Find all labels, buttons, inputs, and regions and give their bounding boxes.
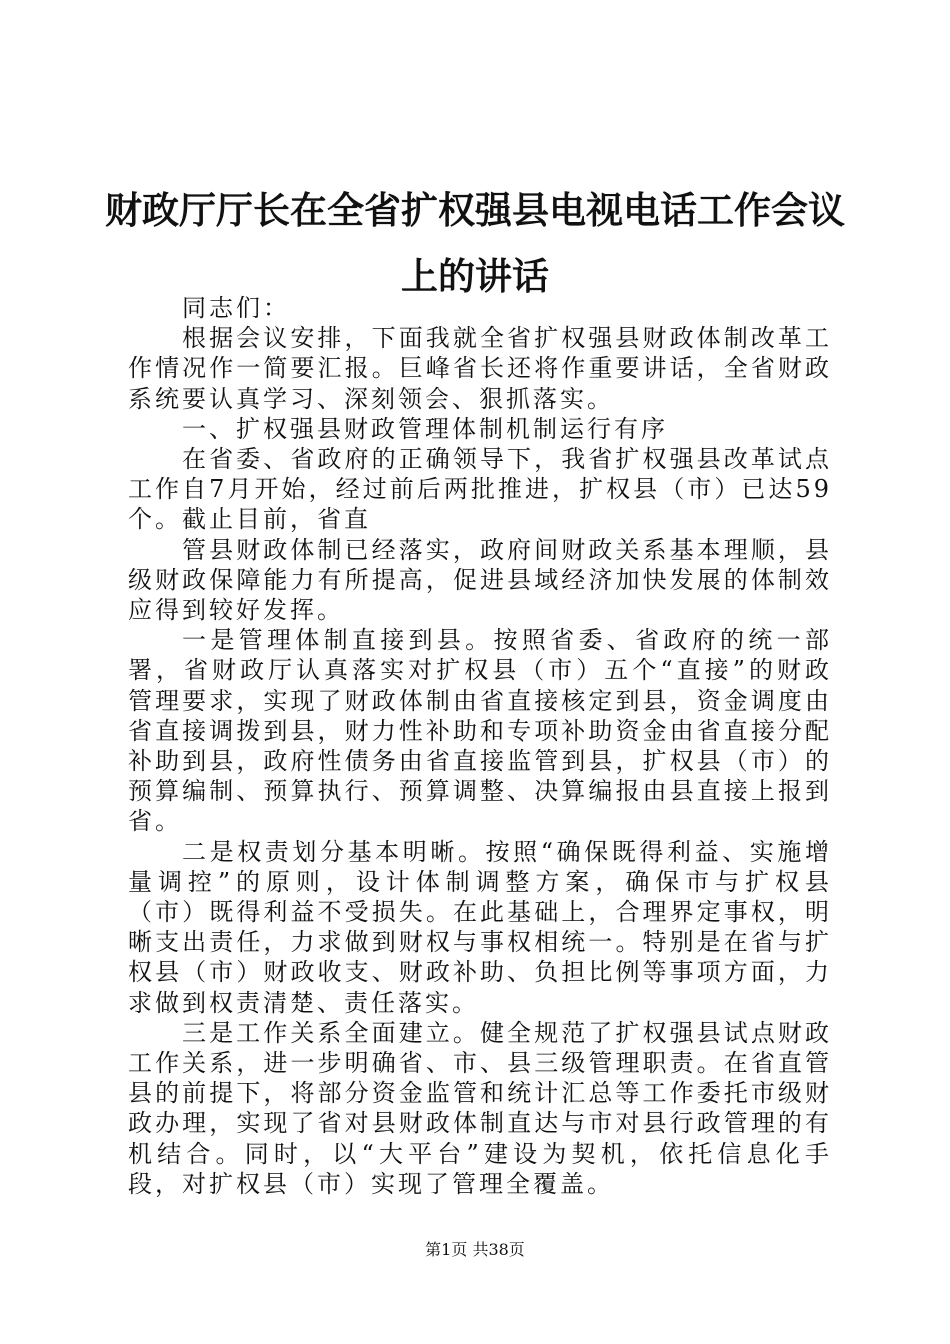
paragraph-salutation: 同志们： xyxy=(182,294,290,322)
section-heading-1: 一、扩权强县财政管理体制机制运行有序 xyxy=(182,414,668,443)
paragraph-point-three: 三是工作关系全面建立。健全规范了扩权强县试点财政工作关系，进一步明确省、市、县三级管理职责。在省直管县的前提下，将部分资金监管和统计汇总等工作委托市级财政办理，实现了省对县财政体制直达与市对县行政管理的有机结合。同时，以“大平台”建设为契机，依托信息化手段，对扩权县（市）实现了管理全覆盖。 xyxy=(128,1018,832,1198)
paragraph-system-implemented: 管县财政体制已经落实，政府间财政关系基本理顺，县级财政保障能力有所提高，促进县域经济加快发展的体制效应得到较好发挥。 xyxy=(128,535,832,625)
paragraph-intro: 根据会议安排，下面我就全省扩权强县财政体制改革工作情况作一简要汇报。巨峰省长还将作重要讲话，全省财政系统要认真学习、深刻领会、狠抓落实。 xyxy=(128,324,832,413)
paragraph-reform-progress: 在省委、省政府的正确领导下，我省扩权强县改革试点工作自7月开始，经过前后两批推进，扩权县（市）已达59个。截止目前，省直 xyxy=(128,445,832,534)
document-body xyxy=(128,293,832,1199)
paragraph-point-one: 一是管理体制直接到县。按照省委、省政府的统一部署，省财政厅认真落实对扩权县（市）五个“直接”的财政管理要求，实现了财政体制由省直接核定到县，资金调度由省直接调拨到县，财力性补助和专项补助资金由省直接分配补助到县，政府性债务由省直接监管到县，扩权县（市）的预算编制、预算执行、预算调整、决算编报由县直接上报到省。 xyxy=(128,626,832,836)
paragraph-point-two: 二是权责划分基本明晰。按照“确保既得利益、实施增量调控”的原则，设计体制调整方案，确保市与扩权县（市）既得利益不受损失。在此基础上，合理界定事权，明晰支出责任，力求做到财权与事权相统一。特别是在省与扩权县（市）财政收支、财政补助、负担比例等事项方面，力求做到权责清楚、责任落实。 xyxy=(128,837,832,1017)
document-title: 财政厅厅长在全省扩权强县电视电话工作会议上的讲话 xyxy=(105,189,845,298)
page-number: 第1页 共38页 xyxy=(425,1240,525,1259)
